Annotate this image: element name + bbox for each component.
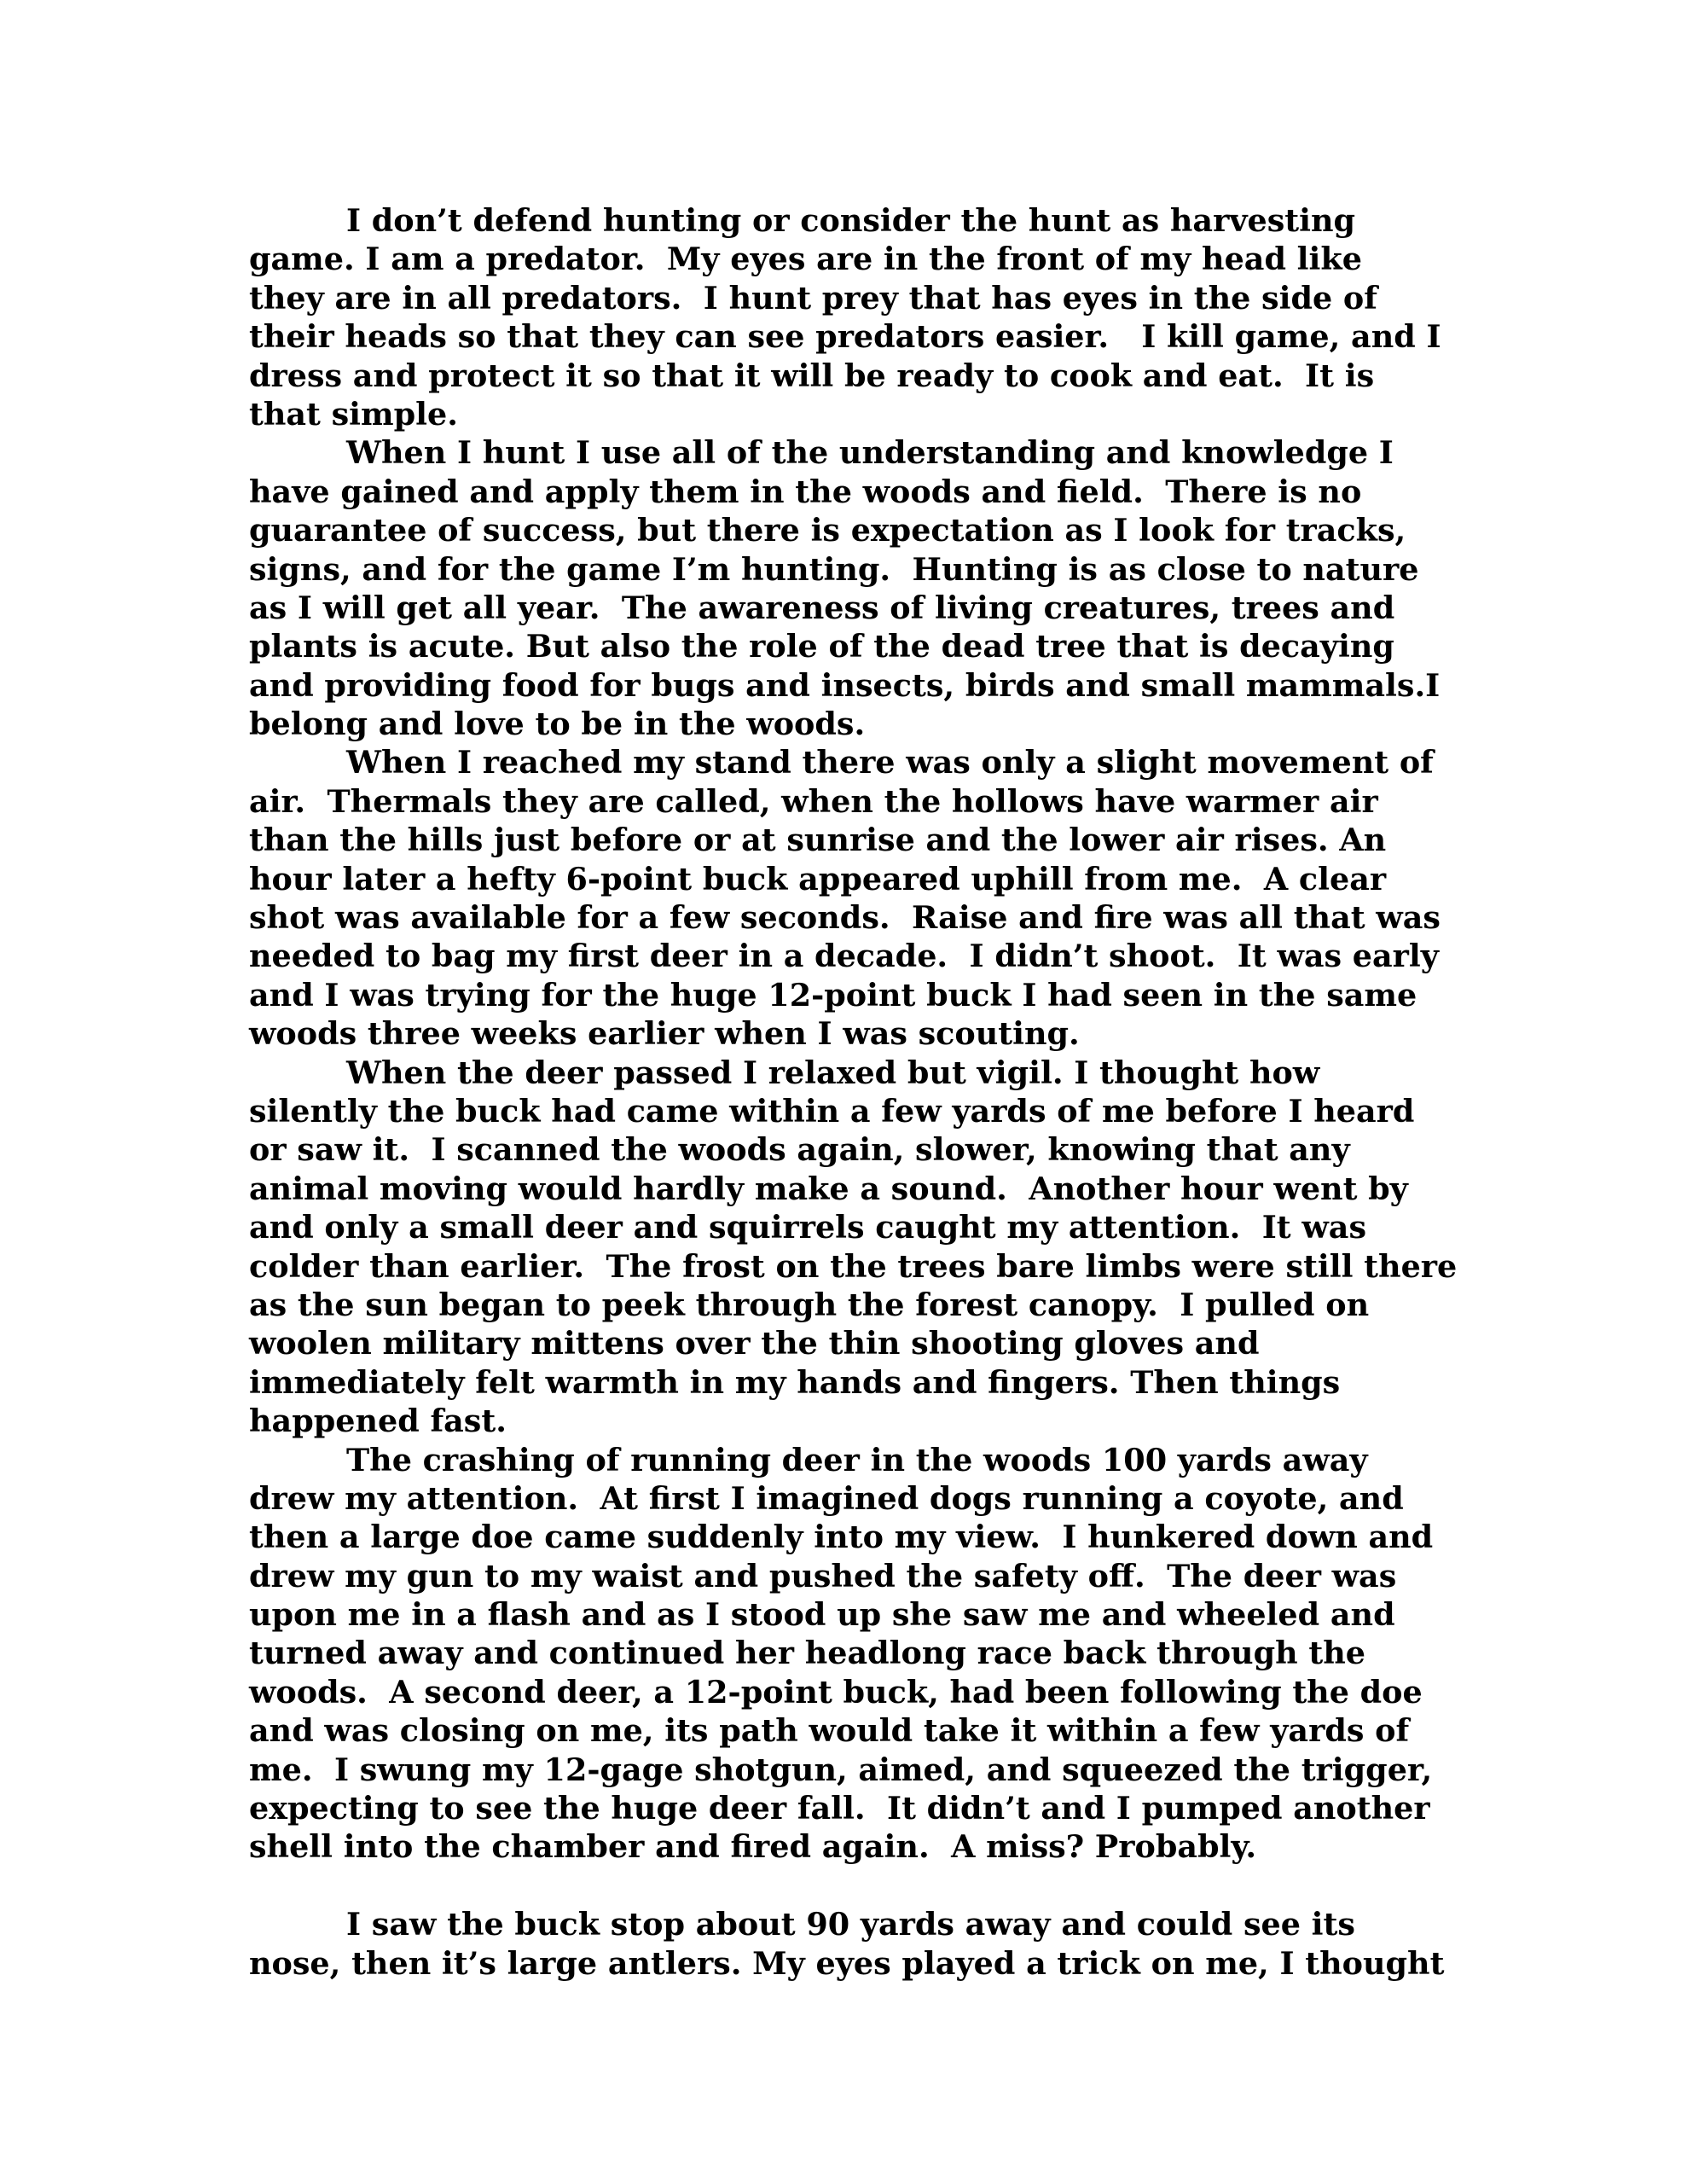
text-line: immediately felt warmth in my hands and fingers. Then things <box>249 1363 1341 1401</box>
text-line: or saw it. I scanned the woods again, slower, knowing that any <box>249 1131 1350 1169</box>
text-line: woods. A second deer, a 12-point buck, had been following the doe <box>249 1673 1423 1711</box>
text-line: turned away and continued her headlong race back through the <box>249 1635 1365 1672</box>
text-line: woolen military mittens over the thin shooting gloves and <box>249 1325 1260 1362</box>
text-line: needed to bag my first deer in a decade. I didn’t shoot. It was early <box>249 938 1439 975</box>
text-line: When I reached my stand there was only a slight movement of <box>346 744 1434 781</box>
text-line: guarantee of success, but there is expectation as I look for tracks, <box>249 512 1406 549</box>
paragraph <box>249 433 1443 743</box>
text-line: colder than earlier. The frost on the trees bare limbs were still there <box>249 1247 1458 1285</box>
paragraph <box>249 1905 1443 1983</box>
text-line: shot was available for a few seconds. Raise and fire was all that was <box>249 899 1441 937</box>
text-line: they are in all predators. I hunt prey that has eyes in the side of <box>249 279 1377 317</box>
text-line: signs, and for the game I’m hunting. Hunting is as close to nature <box>249 550 1419 588</box>
paragraph <box>249 201 1443 433</box>
text-line: silently the buck had came within a few yards of me before I heard <box>249 1092 1415 1130</box>
paragraph <box>249 743 1443 1053</box>
text-line: as I will get all year. The awareness of living creatures, trees and <box>249 589 1395 626</box>
text-line: their heads so that they can see predators easier. I kill game, and I <box>249 318 1441 356</box>
text-line: upon me in a flash and as I stood up she saw me and wheeled and <box>249 1596 1395 1634</box>
text-line: drew my attention. At first I imagined dogs running a coyote, and <box>249 1479 1404 1517</box>
text-line: and was closing on me, its path would take it within a few yards of <box>249 1712 1410 1750</box>
text-line: happened fast. <box>249 1403 507 1440</box>
text-line: plants is acute. But also the role of the dead tree that is decaying <box>249 628 1394 665</box>
text-line: shell into the chamber and fired again. A miss? Probably. <box>249 1828 1257 1866</box>
text-line: hour later a hefty 6-point buck appeared uphill from me. A clear <box>249 860 1387 897</box>
text-line: have gained and apply them in the woods and field. There is no <box>249 473 1362 510</box>
body-text <box>249 201 1458 1983</box>
text-line: then a large doe came suddenly into my view. I hunkered down and <box>249 1519 1434 1556</box>
text-line: and I was trying for the huge 12-point buck I had seen in the same <box>249 976 1417 1014</box>
text-line: than the hills just before or at sunrise and the lower air rises. An <box>249 822 1387 859</box>
text-line: When I hunt I use all of the understanding and knowledge I <box>346 434 1394 472</box>
text-line: and providing food for bugs and insects, birds and small mammals.I <box>249 666 1441 704</box>
text-line: that simple. <box>249 395 458 433</box>
text-line: expecting to see the huge deer fall. It didn’t and I pumped another <box>249 1790 1430 1827</box>
text-line: The crashing of running deer in the woods 100 yards away <box>346 1441 1368 1478</box>
text-line: me. I swung my 12-gage shotgun, aimed, and squeezed the trigger, <box>249 1751 1433 1788</box>
text-line: and only a small deer and squirrels caught my attention. It was <box>249 1209 1366 1246</box>
text-line: air. Thermals they are called, when the hollows have warmer air <box>249 782 1378 820</box>
text-line: nose, then it’s large antlers. My eyes played a trick on me, I thought <box>249 1944 1445 1982</box>
text-line: When the deer passed I relaxed but vigil. I thought how <box>346 1054 1320 1091</box>
text-line: dress and protect it so that it will be ready to cook and eat. It is <box>249 357 1375 394</box>
text-line: game. I am a predator. My eyes are in the front of my head like <box>249 241 1362 278</box>
blank-line <box>249 1867 1443 1905</box>
text-line: animal moving would hardly make a sound. Another hour went by <box>249 1170 1408 1207</box>
text-line: drew my gun to my waist and pushed the safety off. The deer was <box>249 1557 1397 1594</box>
text-line: I saw the buck stop about 90 yards away and could see its <box>346 1906 1355 1943</box>
text-line: woods three weeks earlier when I was scouting. <box>249 1015 1080 1053</box>
text-line: I don’t defend hunting or consider the hunt as harvesting <box>346 202 1356 239</box>
paragraph <box>249 1054 1458 1441</box>
paragraph <box>249 1441 1443 1867</box>
text-line: belong and love to be in the woods. <box>249 706 866 743</box>
text-line: as the sun began to peek through the forest canopy. I pulled on <box>249 1286 1370 1323</box>
